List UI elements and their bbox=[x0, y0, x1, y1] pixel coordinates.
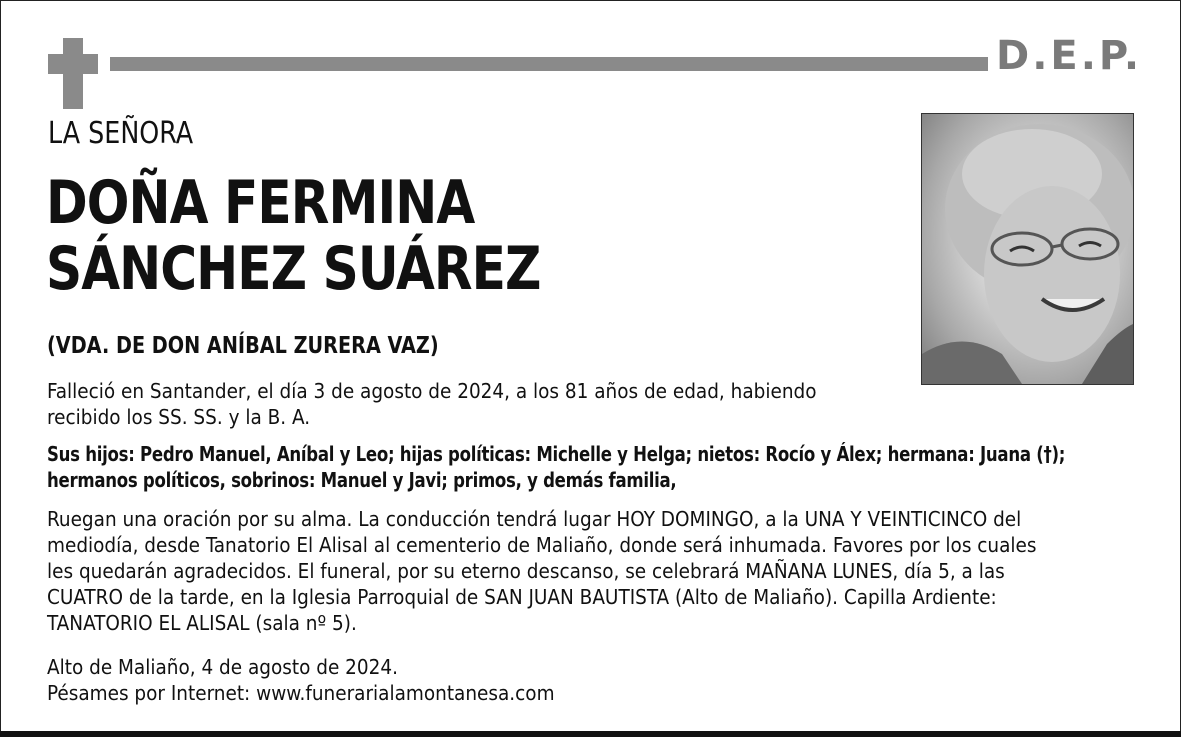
prayer-line: TANATORIO EL ALISAL (sala nº 5). bbox=[47, 611, 357, 635]
name-line-2: SÁNCHEZ SUÁREZ bbox=[46, 234, 541, 304]
death-line-2: recibido los SS. SS. y la B. A. bbox=[47, 405, 311, 429]
prayer-line: Ruegan una oración por su alma. La conducción tendrá lugar HOY DOMINGO, a la UNA Y VEINTICINCO del bbox=[47, 507, 1022, 531]
place-date: Alto de Maliaño, 4 de agosto de 2024. bbox=[47, 655, 398, 679]
title-prefix: LA SEÑORA bbox=[48, 116, 194, 151]
widow-of: (VDA. DE DON ANÍBAL ZURERA VAZ) bbox=[47, 333, 439, 359]
dep-mark: D.E.P. bbox=[996, 33, 1143, 79]
family-line-2: hermanos políticos, sobrinos: Manuel y Javi; primos, y demás familia, bbox=[47, 468, 677, 492]
portrait-photo bbox=[921, 113, 1134, 385]
header-rule bbox=[110, 57, 988, 71]
death-info bbox=[47, 378, 817, 430]
closing-block bbox=[47, 654, 555, 706]
death-line-1: Falleció en Santander, el día 3 de agosto de 2024, a los 81 años de edad, habiendo bbox=[47, 379, 817, 403]
family-line-1: Sus hijos: Pedro Manuel, Aníbal y Leo; hijas políticas: Michelle y Helga; nietos: Rocío y Álex; hermana: Juana (†); bbox=[47, 442, 1066, 466]
deceased-name bbox=[46, 170, 540, 302]
family-list bbox=[47, 441, 1065, 493]
prayer-line: les quedarán agradecidos. El funeral, por su eterno descanso, se celebrará MAÑANA LUNES, día 5, a las bbox=[47, 559, 1005, 583]
prayer-line: mediodía, desde Tanatorio El Alisal al cementerio de Maliaño, donde será inhumada. Favores por los cuales bbox=[47, 533, 1037, 557]
prayer-paragraph bbox=[47, 506, 1037, 636]
condolences-web: Pésames por Internet: www.funerarialamontanesa.com bbox=[47, 681, 555, 705]
bottom-rule bbox=[0, 731, 1181, 737]
prayer-line: CUATRO de la tarde, en la Iglesia Parroquial de SAN JUAN BAUTISTA (Alto de Maliaño). Capilla Ardiente: bbox=[47, 585, 997, 609]
name-line-1: DOÑA FERMINA bbox=[46, 168, 475, 238]
